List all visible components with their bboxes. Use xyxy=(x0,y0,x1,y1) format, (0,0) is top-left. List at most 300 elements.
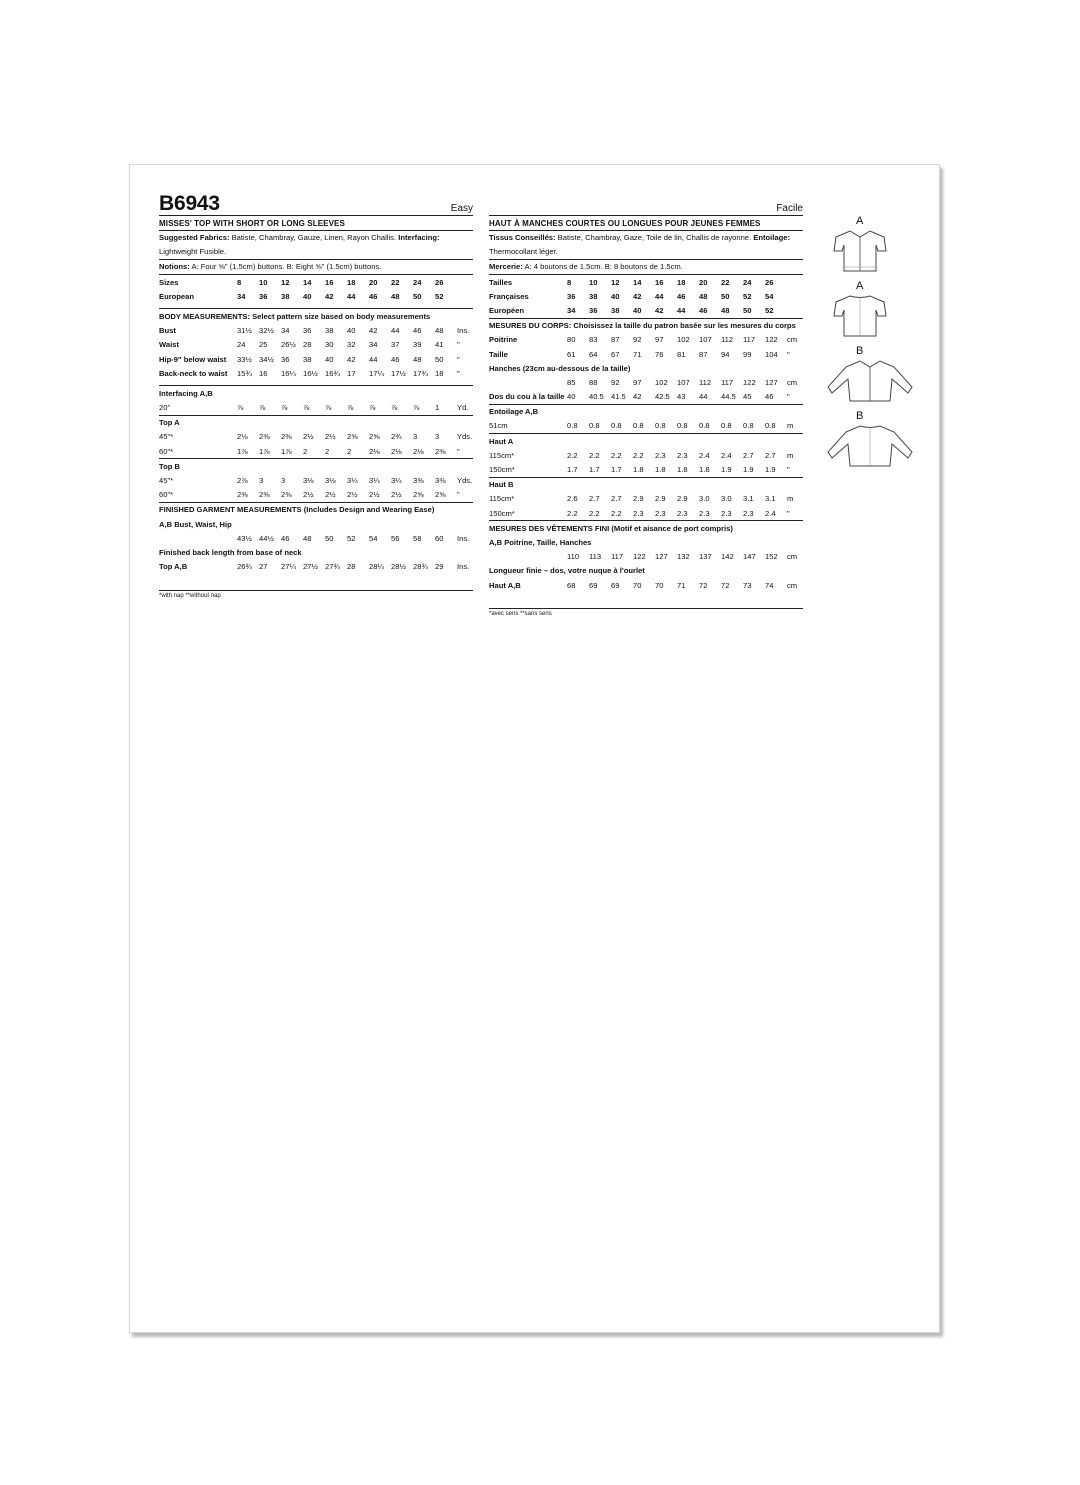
european-sizes-row: European 34 36 38 40 42 44 46 48 50 52 xyxy=(159,291,444,301)
row-value: 117 xyxy=(721,377,734,387)
sizes-table-fr xyxy=(489,275,803,319)
row-value: 64 xyxy=(589,349,598,359)
row-value: 2 xyxy=(347,446,352,456)
row-value: 2.4 xyxy=(699,450,710,460)
row-value: 0.8 xyxy=(611,421,622,431)
measurement-row xyxy=(489,347,803,361)
row-label: Taille xyxy=(489,349,508,359)
row-value: 36 xyxy=(281,354,290,364)
row-value: 44.5 xyxy=(721,392,736,402)
row-value: 44 xyxy=(369,354,378,364)
row-value: 102 xyxy=(677,335,690,345)
row-value: 2.7 xyxy=(611,494,622,504)
row-value: 27¾ xyxy=(325,562,340,572)
row-value: 70 xyxy=(633,580,642,590)
measurement-row xyxy=(159,488,473,502)
row-value: 43½ xyxy=(237,533,252,543)
row-label: 150cm* xyxy=(489,465,515,475)
french-sizes-row: Françaises 36 38 40 42 44 46 48 50 52 54 xyxy=(489,291,774,301)
finished-subheading-1-fr: A,B Poitrine, Taille, Hanches xyxy=(489,537,592,547)
short-sleeve-top-front-icon xyxy=(820,227,900,277)
row-value: 110 xyxy=(567,552,580,562)
measurement-row xyxy=(159,473,473,487)
row-value: 2.2 xyxy=(611,450,622,460)
row-value: 132 xyxy=(677,552,690,562)
row-value: 17 xyxy=(347,368,356,378)
row-value: 28½ xyxy=(391,562,406,572)
sizes-table xyxy=(159,275,473,309)
sizes-row-fr: Tailles 8 10 12 14 16 18 20 22 24 26 xyxy=(489,277,774,287)
row-value: 1⅞ xyxy=(237,446,248,456)
row-value: 34½ xyxy=(259,354,274,364)
row-value: ⅞ xyxy=(325,403,332,413)
row-value: 3⅛ xyxy=(325,476,336,486)
row-unit: cm xyxy=(787,335,798,345)
row-value: 3¼ xyxy=(369,476,380,486)
row-value: 3⅜ xyxy=(413,476,424,486)
row-value: 2.9 xyxy=(655,494,666,504)
row-value: 2⅝ xyxy=(369,432,380,442)
row-value: 3 xyxy=(435,432,440,442)
row-value: 2.2 xyxy=(611,508,622,518)
row-value: 40.5 xyxy=(589,392,604,402)
row-value: 113 xyxy=(589,552,602,562)
row-label: 45"* xyxy=(159,476,174,486)
row-value: 142 xyxy=(721,552,734,562)
row-value: 3¼ xyxy=(347,476,358,486)
finished-subheading-1: A,B Bust, Waist, Hip xyxy=(159,519,232,529)
row-value: 2⅜ xyxy=(259,490,270,500)
row-value: 58 xyxy=(413,533,422,543)
row-label: 20" xyxy=(159,403,171,413)
row-value: ⅞ xyxy=(259,403,266,413)
row-value: 16½ xyxy=(303,368,318,378)
row-value: 28¾ xyxy=(413,562,428,572)
row-value: 40 xyxy=(347,326,356,336)
row-value: 137 xyxy=(699,552,712,562)
row-value: 74 xyxy=(765,580,774,590)
row-value: 68 xyxy=(567,580,576,590)
row-value: 117 xyxy=(743,335,756,345)
row-value: 3.0 xyxy=(699,494,710,504)
row-label: 150cm* xyxy=(489,508,515,518)
row-value: 0.8 xyxy=(589,421,600,431)
interfacing-heading: Interfacing A,B xyxy=(159,388,213,398)
row-value: 71 xyxy=(677,580,686,590)
row-value: 2⅜ xyxy=(259,432,270,442)
row-value: 2.7 xyxy=(765,450,776,460)
finished-subheading-2-fr: Longueur finie – dos, votre nuque à l'ourlet xyxy=(489,566,645,576)
pattern-title: MISSES' TOP WITH SHORT OR LONG SLEEVES xyxy=(159,216,473,231)
row-value: 2.3 xyxy=(677,450,688,460)
measurement-row xyxy=(159,444,473,458)
row-unit: Ins. xyxy=(457,533,470,543)
row-value: 46 xyxy=(391,354,400,364)
measurement-row xyxy=(159,338,473,352)
row-value: 104 xyxy=(765,349,778,359)
row-unit: m xyxy=(787,450,794,460)
row-value: 41 xyxy=(435,340,444,350)
row-label: Top A,B xyxy=(159,562,188,572)
row-value: 42 xyxy=(347,354,356,364)
row-label: Waist xyxy=(159,340,179,350)
measurement-row xyxy=(159,352,473,366)
body-measurements-table-fr xyxy=(489,319,803,405)
row-value: 16¼ xyxy=(281,368,296,378)
row-unit: cm xyxy=(787,377,798,387)
row-value: ⅞ xyxy=(413,403,420,413)
pattern-number: B6943 xyxy=(159,192,220,215)
notions-fr: Mercerie: A: 4 boutons de 1.5cm. B: 8 boutons de 1.5cm. xyxy=(489,260,803,275)
row-value: 50 xyxy=(325,533,334,543)
row-label: 45"* xyxy=(159,432,174,442)
row-value: 32 xyxy=(347,340,356,350)
row-value: 46 xyxy=(281,533,290,543)
row-value: 2.4 xyxy=(765,508,776,518)
european-sizes-row-fr: Européen 34 36 38 40 42 44 46 48 50 52 xyxy=(489,305,774,315)
row-value: 2.3 xyxy=(655,450,666,460)
row-value: 27 xyxy=(259,562,268,572)
row-value: 2⅛ xyxy=(237,432,248,442)
finished-measurements-table xyxy=(159,503,473,574)
row-value: 2.3 xyxy=(699,508,710,518)
row-value: 2¾ xyxy=(391,432,402,442)
row-value: 45 xyxy=(743,392,752,402)
row-value: 127 xyxy=(655,552,668,562)
row-label: 115cm* xyxy=(489,450,515,460)
long-sleeve-top-back-icon xyxy=(820,422,920,472)
row-value: 60 xyxy=(435,533,444,543)
view-b-back: B xyxy=(820,410,940,475)
row-value: 28 xyxy=(303,340,312,350)
row-label: Haut A,B xyxy=(489,580,521,590)
row-value: 34 xyxy=(281,326,290,336)
row-value: 43 xyxy=(677,392,686,402)
row-value: 0.8 xyxy=(655,421,666,431)
row-value: 1.8 xyxy=(677,465,688,475)
row-value: 2⅛ xyxy=(369,446,380,456)
yardage-table xyxy=(159,386,473,503)
row-value: 46 xyxy=(765,392,774,402)
row-value: 2.6 xyxy=(567,494,578,504)
row-value: 1.7 xyxy=(589,465,600,475)
row-value: 0.8 xyxy=(721,421,732,431)
row-value: 52 xyxy=(347,533,356,543)
row-value: 2 xyxy=(303,446,308,456)
row-value: 76 xyxy=(655,349,664,359)
pattern-envelope-sheet xyxy=(129,164,940,1333)
row-value: 107 xyxy=(677,377,690,387)
row-value: 2½ xyxy=(369,490,380,500)
pattern-title-fr: HAUT À MANCHES COURTES OU LONGUES POUR JEUNES FEMMES xyxy=(489,216,803,231)
row-value: 87 xyxy=(699,349,708,359)
row-label: 51cm xyxy=(489,421,508,431)
row-value: 2⅝ xyxy=(413,490,424,500)
row-value: 72 xyxy=(721,580,730,590)
row-label: Hip-9" below waist xyxy=(159,354,227,364)
row-unit: cm xyxy=(787,580,798,590)
measurement-row xyxy=(159,531,473,545)
row-value: ⅞ xyxy=(391,403,398,413)
row-value: 2½ xyxy=(347,490,358,500)
measurement-row xyxy=(159,324,473,338)
row-unit: " xyxy=(457,354,460,364)
row-label: Bust xyxy=(159,326,176,336)
row-value: 92 xyxy=(633,335,642,345)
row-value: 0.8 xyxy=(633,421,644,431)
row-label: Back-neck to waist xyxy=(159,368,228,378)
top-b-heading: Top B xyxy=(159,458,473,473)
row-unit: m xyxy=(787,494,794,504)
suggested-fabrics-fr: Tissus Conseillés: Batiste, Chambray, Gaze, Toile de lin, Challis de rayonne. Entoilage: Thermocollant léger. xyxy=(489,231,803,260)
row-value: 48 xyxy=(435,326,444,336)
row-value: 16 xyxy=(259,368,268,378)
row-value: 3.1 xyxy=(743,494,754,504)
top-a-heading-fr: Haut A xyxy=(489,433,803,448)
row-value: 67 xyxy=(611,349,620,359)
row-value: 61 xyxy=(567,349,576,359)
row-value: 112 xyxy=(699,377,712,387)
row-value: 2.9 xyxy=(677,494,688,504)
row-value: 2.4 xyxy=(721,450,732,460)
row-value: 1.9 xyxy=(721,465,732,475)
row-value: 112 xyxy=(721,335,734,345)
row-value: ⅞ xyxy=(347,403,354,413)
row-value: 2 xyxy=(325,446,330,456)
row-value: 88 xyxy=(589,377,598,387)
row-label: 60"* xyxy=(159,490,174,500)
row-value: 46 xyxy=(413,326,422,336)
row-value: 42.5 xyxy=(655,392,670,402)
notions: Notions: A: Four ⅝" (1.5cm) buttons. B: Eight ⅝" (1.5cm) buttons. xyxy=(159,260,473,275)
row-value: 28¼ xyxy=(369,562,384,572)
row-value: 36 xyxy=(303,326,312,336)
row-unit: Yds. xyxy=(457,432,473,442)
row-value: 0.8 xyxy=(765,421,776,431)
row-value: 0.8 xyxy=(677,421,688,431)
row-value: 1⅞ xyxy=(259,446,270,456)
row-label: 60"* xyxy=(159,446,174,456)
row-value: 25 xyxy=(259,340,268,350)
measurement-row xyxy=(489,550,803,564)
row-value: 2.3 xyxy=(721,508,732,518)
row-value: ⅞ xyxy=(237,403,244,413)
row-unit: " xyxy=(787,508,790,518)
row-value: 69 xyxy=(611,580,620,590)
row-value: 16¾ xyxy=(325,368,340,378)
row-value: 30 xyxy=(325,340,334,350)
row-value: ⅞ xyxy=(369,403,376,413)
row-value: 94 xyxy=(721,349,730,359)
row-value: 2.7 xyxy=(589,494,600,504)
row-value: 117 xyxy=(611,552,624,562)
row-label: Dos du cou à la taille xyxy=(489,392,565,402)
row-value: 122 xyxy=(633,552,646,562)
row-value: 33½ xyxy=(237,354,252,364)
hip-label-fr: Hanches (23cm au-dessous de la taille) xyxy=(489,363,631,373)
row-value: 127 xyxy=(765,377,778,387)
row-value: 2⅛ xyxy=(413,446,424,456)
body-measurements-heading-fr: MESURES DU CORPS: Choisissez la taille du patron basée sur les mesures du corps xyxy=(489,321,796,331)
row-value: 2⅛ xyxy=(391,446,402,456)
row-value: 1⅞ xyxy=(281,446,292,456)
row-value: 2.2 xyxy=(633,450,644,460)
row-value: 107 xyxy=(699,335,712,345)
row-value: 2⅜ xyxy=(435,446,446,456)
row-value: 0.8 xyxy=(567,421,578,431)
measurement-row xyxy=(489,390,803,404)
row-value: 2.3 xyxy=(743,508,754,518)
row-value: 44½ xyxy=(259,533,274,543)
row-value: 87 xyxy=(611,335,620,345)
row-value: 2½ xyxy=(303,490,314,500)
row-value: 41.5 xyxy=(611,392,626,402)
row-value: ⅞ xyxy=(281,403,288,413)
row-value: 44 xyxy=(699,392,708,402)
row-value: 3¼ xyxy=(391,476,402,486)
row-value: 2.3 xyxy=(633,508,644,518)
row-value: 2⅝ xyxy=(347,432,358,442)
row-unit: " xyxy=(457,368,460,378)
row-value: 3 xyxy=(259,476,264,486)
row-value: 1.8 xyxy=(633,465,644,475)
footnote: *with nap **without nap xyxy=(159,590,473,599)
body-measurements-table xyxy=(159,309,473,386)
row-value: 29 xyxy=(435,562,444,572)
row-value: 40 xyxy=(567,392,576,402)
finished-subheading-2: Finished back length from base of neck xyxy=(159,547,302,557)
row-value: 3 xyxy=(281,476,286,486)
view-a-back: A xyxy=(820,280,940,345)
row-value: 1.9 xyxy=(765,465,776,475)
row-unit: " xyxy=(457,340,460,350)
row-value: 31½ xyxy=(237,326,252,336)
row-value: 1.7 xyxy=(611,465,622,475)
yardage-table-fr xyxy=(489,405,803,522)
row-value: 152 xyxy=(765,552,778,562)
top-b-heading-fr: Haut B xyxy=(489,477,803,492)
row-value: 0.8 xyxy=(743,421,754,431)
row-unit: " xyxy=(787,465,790,475)
measurement-row xyxy=(489,419,803,433)
row-value: 2.9 xyxy=(633,494,644,504)
row-value: 80 xyxy=(567,335,576,345)
french-column xyxy=(489,195,803,617)
row-value: 54 xyxy=(369,533,378,543)
row-value: 34 xyxy=(369,340,378,350)
row-value: 97 xyxy=(655,335,664,345)
row-value: 72 xyxy=(699,580,708,590)
row-value: 2.2 xyxy=(567,508,578,518)
measurement-row xyxy=(159,366,473,380)
view-b-front: B xyxy=(820,345,940,410)
row-value: 2⅞ xyxy=(237,476,248,486)
short-sleeve-top-back-icon xyxy=(820,292,900,342)
row-value: 17¼ xyxy=(369,368,384,378)
measurement-row xyxy=(489,333,803,347)
row-value: 1.8 xyxy=(655,465,666,475)
row-value: 27½ xyxy=(303,562,318,572)
measurement-row xyxy=(489,462,803,476)
finished-measurements-table-fr xyxy=(489,521,803,592)
row-unit: " xyxy=(457,490,460,500)
row-value: 2⅝ xyxy=(435,490,446,500)
footnote-fr: *avec sens **sans sens xyxy=(489,608,803,617)
row-value: 26½ xyxy=(281,340,296,350)
difficulty-label-fr: Facile xyxy=(776,203,803,214)
row-value: 2.3 xyxy=(677,508,688,518)
row-value: 1.7 xyxy=(567,465,578,475)
row-value: 122 xyxy=(765,335,778,345)
row-value: 27¼ xyxy=(281,562,296,572)
row-value: 102 xyxy=(655,377,668,387)
view-illustrations xyxy=(820,215,940,475)
row-unit: Yds. xyxy=(457,476,473,486)
row-value: 3⅛ xyxy=(303,476,314,486)
top-a-heading: Top A xyxy=(159,415,473,430)
row-value: 71 xyxy=(633,349,642,359)
row-value: 0.8 xyxy=(699,421,710,431)
row-value: 2.2 xyxy=(567,450,578,460)
body-measurements-heading: BODY MEASUREMENTS: Select pattern size based on body measurements xyxy=(159,311,431,321)
row-unit: " xyxy=(457,446,460,456)
row-value: 38 xyxy=(303,354,312,364)
view-a-front xyxy=(820,215,940,280)
row-value: 85 xyxy=(567,377,576,387)
row-unit: cm xyxy=(787,552,798,562)
row-label: Poitrine xyxy=(489,335,518,345)
row-value: 26¾ xyxy=(237,562,252,572)
row-value: 3⅜ xyxy=(435,476,446,486)
row-value: 2½ xyxy=(325,432,336,442)
interfacing-heading-fr: Entoilage A,B xyxy=(489,407,539,417)
row-value: 92 xyxy=(611,377,620,387)
row-value: 2.2 xyxy=(589,450,600,460)
row-value: 2½ xyxy=(391,490,402,500)
row-value: 2.7 xyxy=(743,450,754,460)
row-value: 97 xyxy=(633,377,642,387)
row-value: 2⅜ xyxy=(237,490,248,500)
row-value: 42 xyxy=(369,326,378,336)
row-value: 3.0 xyxy=(721,494,732,504)
row-unit: m xyxy=(787,421,794,431)
difficulty-label: Easy xyxy=(450,203,473,214)
row-value: 1 xyxy=(435,403,440,413)
row-value: 56 xyxy=(391,533,400,543)
row-unit: " xyxy=(787,392,790,402)
row-value: 3.1 xyxy=(765,494,776,504)
row-value: 15¾ xyxy=(237,368,252,378)
row-value: 28 xyxy=(347,562,356,572)
row-value: 48 xyxy=(413,354,422,364)
row-value: 83 xyxy=(589,335,598,345)
row-value: 3 xyxy=(413,432,418,442)
row-value: 2.2 xyxy=(589,508,600,518)
row-value: 37 xyxy=(391,340,400,350)
row-value: 2⅜ xyxy=(281,490,292,500)
row-value: 17½ xyxy=(391,368,406,378)
row-value: 48 xyxy=(303,533,312,543)
row-value: 1.8 xyxy=(699,465,710,475)
measurement-row xyxy=(489,492,803,506)
row-value: 147 xyxy=(743,552,756,562)
row-unit: Yd. xyxy=(457,403,469,413)
finished-heading-fr: MESURES DES VÊTEMENTS FINI (Motif et aisance de port compris) xyxy=(489,523,733,533)
measurement-row xyxy=(159,560,473,574)
row-value: 50 xyxy=(435,354,444,364)
measurement-row xyxy=(489,375,803,389)
sizes-row: Sizes 8 10 12 14 16 18 20 22 24 26 xyxy=(159,277,444,287)
